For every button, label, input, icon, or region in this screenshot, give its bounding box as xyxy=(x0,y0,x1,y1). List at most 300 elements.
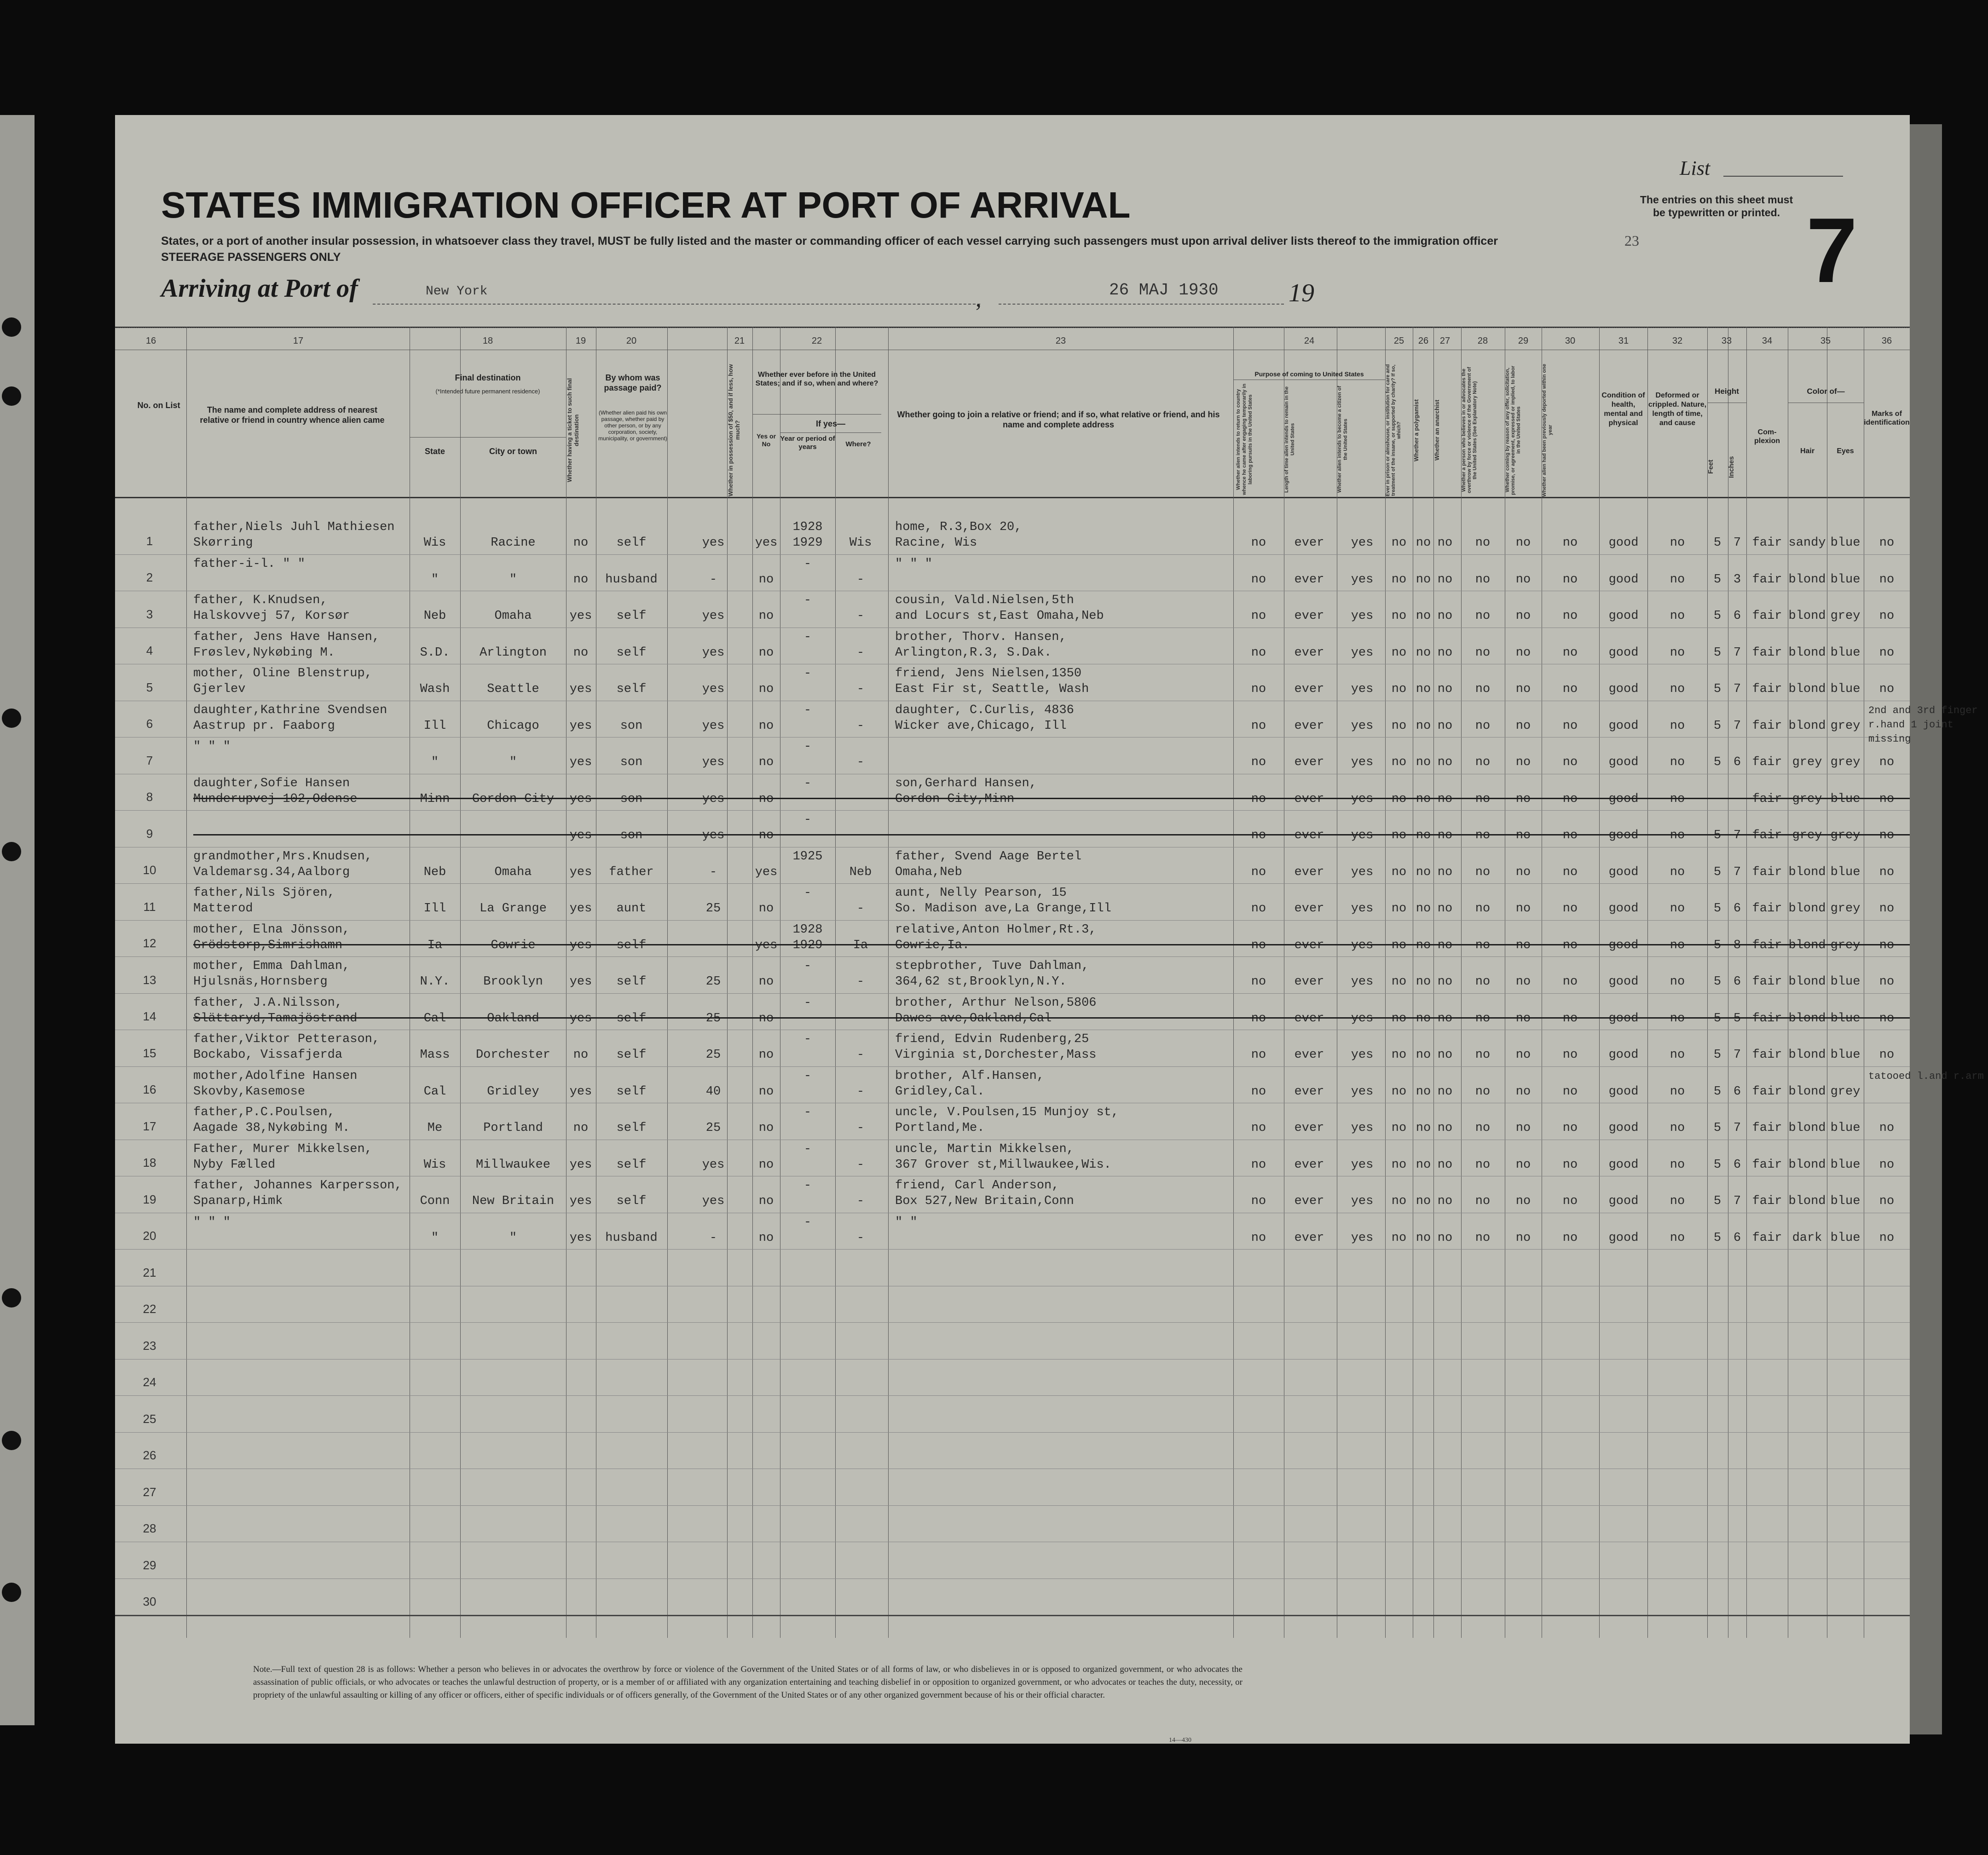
dest-city: Millwaukee xyxy=(475,1158,551,1172)
anarchist: no xyxy=(1437,1158,1453,1172)
ever-before: no xyxy=(758,645,774,660)
identification-marks: no xyxy=(1879,1231,1895,1245)
passage-paid-by: self xyxy=(616,975,647,989)
prison-charity: no xyxy=(1391,865,1407,879)
hair-color: dark xyxy=(1792,1231,1822,1245)
passage-paid-by: self xyxy=(616,682,647,696)
height-feet: 5 xyxy=(1713,1048,1722,1062)
dest-state: Minn xyxy=(420,792,450,806)
purpose-length: ever xyxy=(1294,1084,1324,1099)
hair-color: blond xyxy=(1788,1011,1826,1025)
row-rule xyxy=(115,810,1910,811)
anarchist: no xyxy=(1437,829,1453,842)
prison-charity: no xyxy=(1391,1194,1407,1208)
column-number: 36 xyxy=(1881,336,1892,346)
year-period: - xyxy=(803,813,812,827)
purpose-return: no xyxy=(1251,938,1266,952)
identification-marks: no xyxy=(1879,938,1895,952)
ever-before: no xyxy=(758,1194,774,1208)
health: good xyxy=(1608,609,1639,623)
row-rule xyxy=(115,993,1910,994)
hair-color: grey xyxy=(1792,829,1822,842)
purpose-length: ever xyxy=(1294,609,1324,623)
hdr-inches: Inches xyxy=(1728,456,1735,478)
complexion: fair xyxy=(1752,865,1782,879)
hdr-anarchist: Whether an anarchist xyxy=(1433,399,1440,461)
ever-before: no xyxy=(758,1158,774,1172)
eye-color: blue xyxy=(1830,1194,1861,1208)
passage-paid-by: husband xyxy=(605,1231,658,1245)
health: good xyxy=(1608,902,1639,916)
join-address: Racine, Wis xyxy=(895,536,977,550)
join-name: brother, Arthur Nelson,5806 xyxy=(895,996,1097,1010)
purpose-return: no xyxy=(1251,682,1266,696)
join-address: and Locurs st,East Omaha,Neb xyxy=(895,609,1104,623)
year-period: - xyxy=(803,1142,812,1156)
hdr-if-yes: If yes— xyxy=(815,419,846,428)
fifty-dollars: - xyxy=(709,572,717,587)
purpose-citizen: yes xyxy=(1351,1194,1374,1208)
year-period: 1928 xyxy=(792,520,823,534)
overthrow: no xyxy=(1475,792,1491,806)
polygamist: no xyxy=(1416,865,1431,879)
cancel-strike xyxy=(193,834,1910,835)
join-name: son,Gerhard Hansen, xyxy=(895,776,1037,790)
year-period-2: 1929 xyxy=(792,938,823,952)
column-number: 35 xyxy=(1820,336,1831,346)
hdr-final-destination: Final destination xyxy=(455,373,521,382)
manifest-sheet xyxy=(115,115,1984,1744)
year-period: - xyxy=(803,1032,812,1046)
hdr-purpose-return: Whether alien intends to return to country whence he came after engaging temporarily in laboring pursuits in the United States xyxy=(1236,383,1253,495)
prison-charity: no xyxy=(1391,1121,1407,1135)
polygamist: no xyxy=(1416,829,1431,842)
relative-address: Matterod xyxy=(193,902,253,916)
where-before: - xyxy=(856,1011,865,1025)
row-number: 1 xyxy=(146,534,153,548)
relative-name: father, K.Knudsen, xyxy=(193,593,328,607)
overthrow: no xyxy=(1475,1011,1491,1025)
join-name: brother, Alf.Hansen, xyxy=(895,1069,1045,1083)
height-feet: 5 xyxy=(1713,1158,1722,1172)
year-label: 19 xyxy=(1289,279,1314,307)
complexion: fair xyxy=(1752,1194,1782,1208)
dest-state: Cal xyxy=(423,1084,446,1099)
ticket: no xyxy=(573,572,589,587)
purpose-citizen: yes xyxy=(1351,609,1374,623)
hdr-health: Condition of health, mental and physical xyxy=(1601,392,1645,427)
complexion: fair xyxy=(1752,572,1782,587)
eye-color: grey xyxy=(1830,1084,1861,1099)
hdr-color-of: Color of— xyxy=(1807,387,1845,396)
where-before: - xyxy=(856,1048,865,1062)
labor-offer: no xyxy=(1515,645,1531,660)
deported: no xyxy=(1562,1121,1578,1135)
dest-state: Neb xyxy=(423,609,446,623)
hair-color: blond xyxy=(1788,865,1826,879)
join-address: Portland,Me. xyxy=(895,1121,985,1135)
where-before: - xyxy=(856,829,865,842)
column-number: 26 xyxy=(1418,336,1429,346)
anarchist: no xyxy=(1437,1231,1453,1245)
purpose-citizen: yes xyxy=(1351,1048,1374,1062)
deformed: no xyxy=(1670,865,1685,879)
passage-paid-by: aunt xyxy=(616,902,647,916)
column-number: 27 xyxy=(1439,336,1451,346)
purpose-citizen: yes xyxy=(1351,682,1374,696)
dest-state: Wash xyxy=(420,682,450,696)
year-period: - xyxy=(803,996,812,1010)
column-number: 29 xyxy=(1518,336,1529,346)
prison-charity: no xyxy=(1391,536,1407,550)
height-inches: 7 xyxy=(1733,536,1741,550)
dest-city: " xyxy=(509,1231,517,1245)
overthrow: no xyxy=(1475,719,1491,733)
health: good xyxy=(1608,645,1639,660)
punch-hole xyxy=(2,317,21,337)
relative-address: Halskovvej 57, Korsør xyxy=(193,609,350,623)
hdr-no-on-list: No. on List xyxy=(137,401,180,410)
purpose-citizen: yes xyxy=(1351,755,1374,769)
form-title: STATES IMMIGRATION OFFICER AT PORT OF ARRIVAL xyxy=(161,184,1131,225)
fifty-dollars: - xyxy=(709,938,717,952)
deformed: no xyxy=(1670,645,1685,660)
dest-state: N.Y. xyxy=(420,975,450,989)
where-before: - xyxy=(856,792,865,806)
row-rule xyxy=(115,554,1910,555)
deformed: no xyxy=(1670,1158,1685,1172)
hair-color: blond xyxy=(1788,938,1826,952)
column-number: 17 xyxy=(293,336,304,346)
join-address: Gridley,Cal. xyxy=(895,1084,985,1099)
hdr-final-destination-note: (*Intended future permanent residence) xyxy=(435,388,540,395)
purpose-length: ever xyxy=(1294,1048,1324,1062)
join-address: Dawes ave,Oakland,Cal xyxy=(895,1011,1052,1025)
column-number: 19 xyxy=(575,336,586,346)
overthrow: no xyxy=(1475,536,1491,550)
hdr-ticket: Whether having a ticket to such final destination xyxy=(566,378,580,483)
eye-color: blue xyxy=(1830,1048,1861,1062)
deported: no xyxy=(1562,829,1578,842)
overthrow: no xyxy=(1475,865,1491,879)
anarchist: no xyxy=(1437,719,1453,733)
eye-color: blue xyxy=(1830,645,1861,660)
join-address: Box 527,New Britain,Conn xyxy=(895,1194,1074,1208)
where-before: - xyxy=(856,1158,865,1172)
where-before: - xyxy=(856,975,865,989)
prison-charity: no xyxy=(1391,572,1407,587)
relative-name: mother, Oline Blenstrup, xyxy=(193,667,372,680)
passage-paid-by: son xyxy=(620,792,643,806)
relative-address: Hjulsnäs,Hornsberg xyxy=(193,975,328,989)
height-feet: 5 xyxy=(1713,865,1722,879)
dest-city: La Grange xyxy=(480,902,547,916)
relative-address: Grödstorp,Simrishamn xyxy=(193,938,343,952)
arrival-port: New York xyxy=(426,284,488,299)
health: good xyxy=(1608,1011,1639,1025)
deformed: no xyxy=(1670,1048,1685,1062)
labor-offer: no xyxy=(1515,572,1531,587)
ticket: yes xyxy=(569,1231,592,1245)
labor-offer: no xyxy=(1515,1194,1531,1208)
ticket: no xyxy=(573,1121,589,1135)
deported: no xyxy=(1562,572,1578,587)
hair-color: blond xyxy=(1788,719,1826,733)
labor-offer: no xyxy=(1515,792,1531,806)
ever-before: yes xyxy=(755,938,778,952)
ever-before: no xyxy=(758,792,774,806)
purpose-length: ever xyxy=(1294,1194,1324,1208)
anarchist: no xyxy=(1437,1121,1453,1135)
join-name: friend, Carl Anderson, xyxy=(895,1179,1059,1192)
row-number: 28 xyxy=(143,1521,156,1535)
row-rule xyxy=(115,1395,1910,1396)
height-feet: 5 xyxy=(1713,1084,1722,1099)
join-name: uncle, V.Poulsen,15 Munjoy st, xyxy=(895,1106,1119,1119)
height-feet: 5 xyxy=(1713,536,1722,550)
deformed: no xyxy=(1670,536,1685,550)
deformed: no xyxy=(1670,1084,1685,1099)
where-before: Wis xyxy=(849,536,872,550)
health: good xyxy=(1608,792,1639,806)
height-inches: 7 xyxy=(1733,1194,1741,1208)
deformed: no xyxy=(1670,1121,1685,1135)
dest-city: Dorchester xyxy=(475,1048,551,1062)
height-feet: 5 xyxy=(1713,1231,1722,1245)
ever-before: no xyxy=(758,1121,774,1135)
fifty-dollars: yes xyxy=(702,536,725,550)
height-feet: 5 xyxy=(1713,645,1722,660)
column-number: 25 xyxy=(1393,336,1404,346)
deformed: no xyxy=(1670,792,1685,806)
deformed: no xyxy=(1670,609,1685,623)
hair-color: blond xyxy=(1788,645,1826,660)
ticket: yes xyxy=(569,938,592,952)
where-before: - xyxy=(856,902,865,916)
eye-color: blue xyxy=(1830,792,1861,806)
ticket: yes xyxy=(569,682,592,696)
ticket: no xyxy=(573,1048,589,1062)
hair-color: blond xyxy=(1788,572,1826,587)
health: good xyxy=(1608,572,1639,587)
ever-before: no xyxy=(758,902,774,916)
labor-offer: no xyxy=(1515,1121,1531,1135)
row-number: 29 xyxy=(143,1558,156,1572)
year-period: - xyxy=(803,557,812,571)
health: good xyxy=(1608,1121,1639,1135)
deported: no xyxy=(1562,536,1578,550)
purpose-citizen: yes xyxy=(1351,536,1374,550)
where-before: - xyxy=(856,1084,865,1099)
ever-before: no xyxy=(758,682,774,696)
polygamist: no xyxy=(1416,1121,1431,1135)
ever-before: yes xyxy=(755,536,778,550)
complexion: fair xyxy=(1752,975,1782,989)
prison-charity: no xyxy=(1391,645,1407,660)
join-name: daughter, C.Curlis, 4836 xyxy=(895,703,1074,717)
row-number: 2 xyxy=(146,570,153,584)
ticket: no xyxy=(573,645,589,660)
fifty-dollars: - xyxy=(709,865,717,879)
eye-color: blue xyxy=(1830,572,1861,587)
eye-color: blue xyxy=(1830,536,1861,550)
join-name: brother, Thorv. Hansen, xyxy=(895,630,1067,644)
row-number: 21 xyxy=(143,1265,156,1279)
complexion: fair xyxy=(1752,1011,1782,1025)
purpose-return: no xyxy=(1251,536,1266,550)
complexion: fair xyxy=(1752,1231,1782,1245)
height-feet: 5 xyxy=(1713,975,1722,989)
row-number: 17 xyxy=(143,1119,156,1133)
deported: no xyxy=(1562,1011,1578,1025)
join-address: Arlington,R.3, S.Dak. xyxy=(895,645,1052,660)
relative-name: father, Johannes Karpersson, xyxy=(193,1179,402,1192)
join-name: father, Svend Aage Bertel xyxy=(895,849,1082,864)
hair-color: blond xyxy=(1788,975,1826,989)
labor-offer: no xyxy=(1515,1011,1531,1025)
passage-paid-by: son xyxy=(620,829,643,842)
year-period: - xyxy=(803,667,812,680)
dest-state: Wis xyxy=(423,536,446,550)
fifty-dollars: yes xyxy=(702,829,725,842)
form-subtitle: States, or a port of another insular possession, in whatsoever class they travel, MUST be fully listed and the master or commanding officer of each vessel carrying such passengers must upon arrival deliver lists thereof to the immigration officer xyxy=(161,235,1498,248)
ever-before-subline xyxy=(752,414,881,415)
row-number: 13 xyxy=(143,973,156,987)
identification-marks: no xyxy=(1879,1048,1895,1062)
height-inches: 7 xyxy=(1733,682,1741,696)
hdr-deported: Whether alien had been previously deported within one year xyxy=(1542,363,1553,497)
anarchist: no xyxy=(1437,609,1453,623)
passage-paid-by: self xyxy=(616,1158,647,1172)
row-number: 5 xyxy=(146,680,153,694)
arriving-label: Arriving at Port of xyxy=(161,274,358,303)
eye-color: blue xyxy=(1830,1158,1861,1172)
deformed: no xyxy=(1670,902,1685,916)
eye-color: grey xyxy=(1830,755,1861,769)
hair-color: blond xyxy=(1788,609,1826,623)
dest-state: Ia xyxy=(427,938,443,952)
identification-marks: no xyxy=(1879,1121,1895,1135)
deported: no xyxy=(1562,975,1578,989)
column-number: 22 xyxy=(811,336,822,346)
anarchist: no xyxy=(1437,572,1453,587)
overthrow: no xyxy=(1475,572,1491,587)
punch-hole xyxy=(2,709,21,728)
deported: no xyxy=(1562,1084,1578,1099)
deported: no xyxy=(1562,1048,1578,1062)
deported: no xyxy=(1562,755,1578,769)
page-binding-edge xyxy=(1910,124,1942,1734)
complexion: fair xyxy=(1752,536,1782,550)
relative-address: Nyby Fælled xyxy=(193,1158,276,1172)
year-period: - xyxy=(803,776,812,790)
height-inches: 6 xyxy=(1733,755,1741,769)
identification-marks: no xyxy=(1879,609,1895,623)
height-inches: 7 xyxy=(1733,645,1741,660)
row-number: 25 xyxy=(143,1411,156,1426)
steerage-note: STEERAGE PASSENGERS ONLY xyxy=(161,251,341,264)
row-number: 20 xyxy=(143,1229,156,1243)
punch-hole xyxy=(2,1583,21,1602)
polygamist: no xyxy=(1416,645,1431,660)
passage-paid-by: self xyxy=(616,1194,647,1208)
dest-city: Oakland xyxy=(487,1011,539,1025)
column-number: 28 xyxy=(1477,336,1488,346)
row-number: 8 xyxy=(146,790,153,804)
row-rule xyxy=(115,1249,1910,1250)
height-inches: 6 xyxy=(1733,1231,1741,1245)
dest-city: Gowrie xyxy=(491,938,536,952)
deported: no xyxy=(1562,1158,1578,1172)
health: good xyxy=(1608,1048,1639,1062)
relative-address: Frøslev,Nykøbing M. xyxy=(193,645,335,660)
polygamist: no xyxy=(1416,1194,1431,1208)
purpose-length: ever xyxy=(1294,572,1324,587)
cancel-strike xyxy=(193,944,1910,945)
deformed: no xyxy=(1670,719,1685,733)
purpose-citizen: yes xyxy=(1351,1084,1374,1099)
labor-offer: no xyxy=(1515,1158,1531,1172)
ticket: yes xyxy=(569,975,592,989)
purpose-length: ever xyxy=(1294,682,1324,696)
row-number: 14 xyxy=(143,1009,156,1023)
height-feet: 5 xyxy=(1713,755,1722,769)
hdr-by-whom: By whom was passage paid? xyxy=(604,373,662,392)
column-number: 33 xyxy=(1721,336,1732,346)
purpose-return: no xyxy=(1251,609,1266,623)
hdr-join: Whether going to join a relative or friend; and if so, what relative or friend, and his name and complete address xyxy=(897,410,1220,429)
polygamist: no xyxy=(1416,792,1431,806)
polygamist: no xyxy=(1416,572,1431,587)
fifty-dollars: yes xyxy=(702,1158,725,1172)
prison-charity: no xyxy=(1391,938,1407,952)
column-number: 24 xyxy=(1304,336,1315,346)
relative-name: mother, Emma Dahlman, xyxy=(193,959,350,973)
sheet-number: 7 xyxy=(1806,199,1858,302)
fifty-dollars: yes xyxy=(702,682,725,696)
identification-marks: no xyxy=(1879,1194,1895,1208)
purpose-length: ever xyxy=(1294,536,1324,550)
health: good xyxy=(1608,1231,1639,1245)
hair-color: blond xyxy=(1788,1121,1826,1135)
eye-color: grey xyxy=(1830,719,1861,733)
hair-color: blond xyxy=(1788,1084,1826,1099)
dest-state: Wis xyxy=(423,1158,446,1172)
purpose-length: ever xyxy=(1294,865,1324,879)
row-rule xyxy=(115,1322,1910,1323)
relative-name: father,Viktor Petterason, xyxy=(193,1032,380,1046)
passage-paid-by: self xyxy=(616,1121,647,1135)
relative-name: father,Nils Sjören, xyxy=(193,886,335,900)
purpose-return: no xyxy=(1251,645,1266,660)
relative-name: daughter,Kathrine Svendsen xyxy=(193,703,387,717)
purpose-return: no xyxy=(1251,975,1266,989)
purpose-citizen: yes xyxy=(1351,938,1374,952)
hair-color: blond xyxy=(1788,902,1826,916)
join-name: friend, Edvin Rudenberg,25 xyxy=(895,1032,1089,1046)
height-inches: 3 xyxy=(1733,572,1741,587)
punch-hole xyxy=(2,842,21,861)
identification-marks: no xyxy=(1879,792,1895,806)
where-before: - xyxy=(856,1231,865,1245)
ever-before: no xyxy=(758,755,774,769)
prison-charity: no xyxy=(1391,755,1407,769)
purpose-length: ever xyxy=(1294,829,1324,842)
identification-marks: no xyxy=(1879,572,1895,587)
prison-charity: no xyxy=(1391,1084,1407,1099)
dest-state: Ill xyxy=(423,719,446,733)
purpose-citizen: yes xyxy=(1351,572,1374,587)
